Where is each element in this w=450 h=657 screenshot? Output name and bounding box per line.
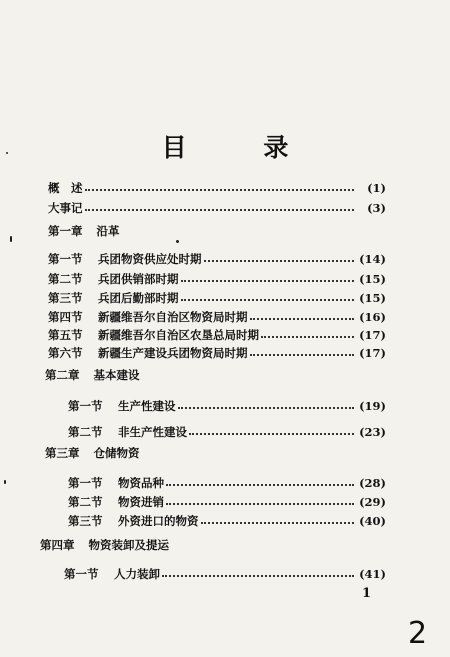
section-number: 第二节 [48,272,83,286]
dot-leader [250,345,355,356]
toc-section [48,309,386,325]
page-number: (17) [359,346,386,360]
chapter-heading [48,223,120,239]
dot-leader [166,494,354,505]
page-number: (23) [359,425,386,439]
section-number: 第二节 [68,425,103,439]
scan-speck [176,240,179,243]
scan-speck [10,236,12,242]
toc-section [48,271,386,287]
page-number: (29) [359,495,386,509]
scan-speck [4,480,6,484]
toc-section [48,345,386,361]
section-number: 第三节 [68,514,103,528]
section-title: 生产性建设 [118,399,176,413]
dot-leader [250,309,355,320]
section-title: 新疆生产建设兵团物资局时期 [98,346,248,360]
page-number: (3) [367,201,386,215]
page-number: (41) [359,567,386,581]
section-title: 兵团供销部时期 [98,272,179,286]
section-title: 兵团后勤部时期 [98,291,179,305]
toc-section [68,475,386,491]
chapter-heading [45,445,140,461]
page-number: (14) [359,252,386,266]
section-number: 第一节 [68,476,103,490]
chapter-heading [45,367,140,383]
page-number: (1) [367,181,386,195]
dot-leader [181,271,355,282]
page-title: 目 录 [161,133,323,162]
section-title: 兵团物资供应处时期 [98,252,202,266]
toc-section [68,513,386,529]
section-number: 第六节 [48,346,83,360]
section-title: 人力装卸 [114,567,160,581]
entry-label: 概 述 [48,181,83,195]
dot-leader [201,513,355,524]
section-title: 新疆维吾尔自治区农垦总局时期 [98,328,259,342]
chapter-label: 第三章 [45,446,80,460]
section-title: 外资进口的物资 [118,514,199,528]
section-number: 第四节 [48,310,83,324]
toc-section [48,290,386,306]
toc-entry-chronicle [48,200,386,216]
dot-leader [162,566,354,577]
section-number: 第五节 [48,328,83,342]
section-title: 非生产性建设 [118,425,187,439]
dot-leader [204,251,355,262]
scan-speck [6,152,8,154]
chapter-label: 第二章 [45,368,80,382]
chapter-heading [40,537,169,553]
dot-leader [189,424,354,435]
page-number: (28) [359,476,386,490]
entry-label: 大事记 [48,201,83,215]
dot-leader [178,398,355,409]
section-title: 物资品种 [118,476,164,490]
section-title: 物资进销 [118,495,164,509]
dot-leader [261,327,354,338]
dot-leader [181,290,355,301]
page-number: (19) [359,399,386,413]
toc-section [68,494,386,510]
page-number: (16) [359,310,386,324]
chapter-title: 沿革 [96,224,120,238]
toc-section [68,424,386,440]
page-number: (15) [359,291,386,305]
toc-section [48,251,386,267]
section-number: 第一节 [48,252,83,266]
page-folio: 1 [362,586,372,601]
toc-section [68,398,386,414]
page-number: (40) [359,514,386,528]
chapter-label: 第一章 [48,224,83,238]
page-number: (17) [359,328,386,342]
handwritten-page-mark: 2 [408,616,428,651]
toc-section [64,566,386,582]
section-number: 第一节 [64,567,99,581]
toc-section [48,327,386,343]
section-number: 第二节 [68,495,103,509]
dot-leader [85,200,355,211]
chapter-title: 仓储物资 [93,446,140,460]
section-number: 第三节 [48,291,83,305]
section-number: 第一节 [68,399,103,413]
page-number: (15) [359,272,386,286]
toc-entry-overview [48,180,386,196]
dot-leader [85,180,355,191]
dot-leader [166,475,354,486]
chapter-label: 第四章 [40,538,75,552]
chapter-title: 基本建设 [93,368,140,382]
chapter-title: 物资装卸及提运 [88,538,169,552]
section-title: 新疆维吾尔自治区物资局时期 [98,310,248,324]
